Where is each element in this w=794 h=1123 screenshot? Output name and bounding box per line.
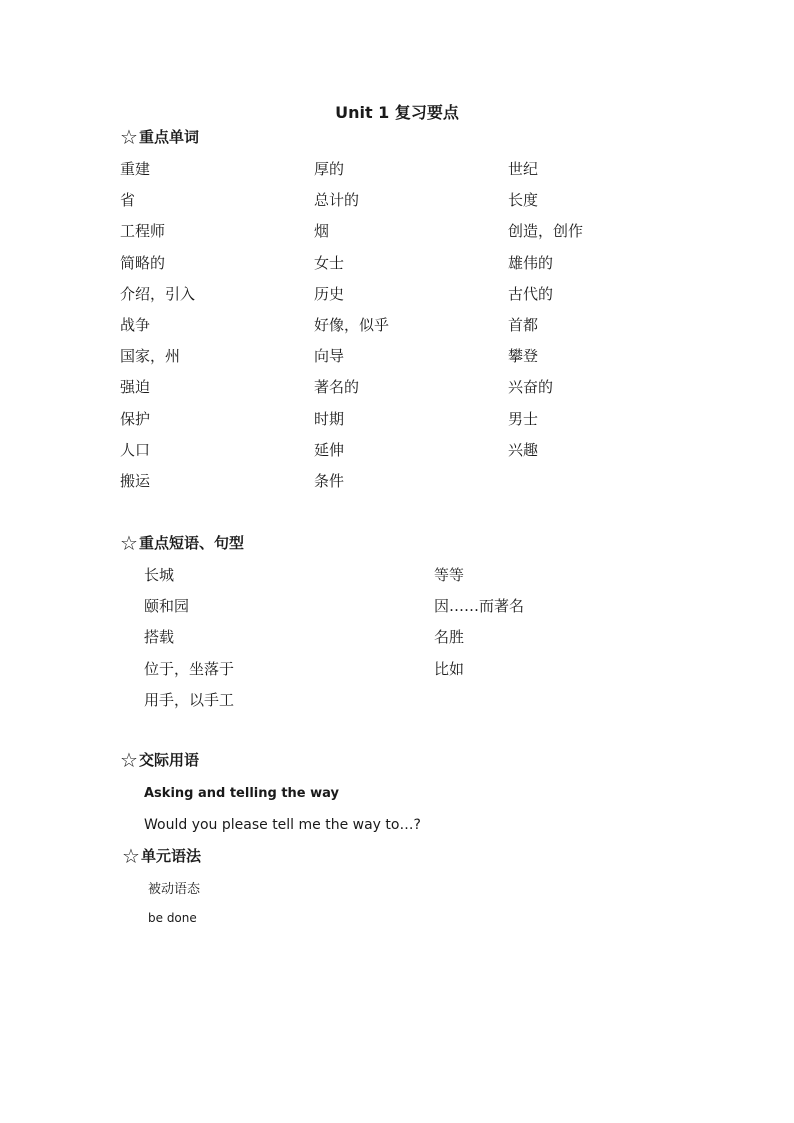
vocab-word: 历史	[314, 284, 345, 303]
vocab-word: 条件	[314, 471, 345, 490]
vocab-word: 雄伟的	[508, 253, 554, 272]
phrase-item: 长城	[144, 566, 175, 584]
vocab-word: 搬运	[120, 471, 151, 490]
vocab-word: 战争	[120, 315, 151, 334]
vocab-word: 简略的	[120, 253, 166, 272]
star-icon: ☆	[120, 747, 138, 772]
page-title: Unit 1 复习要点	[335, 103, 459, 122]
phrases-heading-text: 重点短语、句型	[138, 534, 244, 552]
vocab-word	[508, 469, 702, 500]
vocab-word: 烟	[314, 222, 330, 241]
grammar-item: 被动语态	[148, 882, 201, 897]
phrase-item: 颐和园	[144, 597, 190, 616]
phrase-item	[434, 688, 634, 719]
phrase-item: 位于，坐落于	[144, 659, 235, 678]
communication-sentence: Would you please tell me the way to…?	[144, 817, 421, 833]
star-icon: ☆	[120, 124, 138, 149]
star-icon: ☆	[120, 530, 138, 555]
phrase-item: 因……而著名	[434, 597, 525, 616]
vocab-word: 强迫	[120, 378, 151, 397]
vocab-heading-text: 重点单词	[138, 128, 199, 146]
star-icon: ☆	[122, 843, 140, 868]
vocab-word: 省	[120, 191, 136, 210]
grammar-heading-text: 单元语法	[140, 847, 201, 865]
phrase-item: 名胜	[434, 628, 465, 647]
phrases-heading	[120, 532, 244, 553]
vocab-word: 工程师	[120, 222, 166, 241]
grammar-heading	[122, 845, 201, 866]
vocab-word: 厚的	[314, 160, 345, 178]
vocab-word: 世纪	[508, 160, 539, 178]
vocab-word: 重建	[120, 160, 151, 178]
vocab-heading	[120, 126, 199, 147]
phrase-item: 等等	[434, 566, 465, 584]
vocab-word: 创造，创作	[508, 222, 584, 241]
vocab-word: 总计的	[314, 191, 360, 210]
vocab-word: 延伸	[314, 440, 345, 459]
vocab-word: 保护	[120, 409, 151, 428]
vocab-word: 向导	[314, 347, 345, 366]
communication-heading-text: 交际用语	[138, 751, 199, 769]
phrase-item: 用手，以手工	[144, 690, 235, 709]
communication-subtitle: Asking and telling the way	[144, 786, 339, 801]
vocab-word: 介绍，引入	[120, 284, 196, 303]
phrases-grid	[144, 563, 704, 719]
vocab-word: 好像，似乎	[314, 315, 390, 334]
vocab-word: 男士	[508, 409, 539, 428]
phrase-item: 搭载	[144, 628, 175, 647]
phrase-item: 比如	[434, 659, 465, 678]
vocab-word: 女士	[314, 253, 345, 272]
vocab-word: 兴奋的	[508, 378, 554, 397]
vocab-word: 长度	[508, 191, 539, 210]
vocab-word: 兴趣	[508, 440, 539, 459]
vocab-grid	[120, 157, 740, 500]
vocab-word: 首都	[508, 315, 539, 334]
vocab-word: 时期	[314, 409, 345, 428]
grammar-form: be done	[148, 911, 197, 925]
communication-heading	[120, 749, 199, 770]
vocab-word: 攀登	[508, 347, 539, 366]
vocab-word: 著名的	[314, 378, 360, 397]
vocab-word: 人口	[120, 440, 151, 459]
vocab-word: 古代的	[508, 284, 554, 303]
vocab-word: 国家，州	[120, 347, 181, 366]
